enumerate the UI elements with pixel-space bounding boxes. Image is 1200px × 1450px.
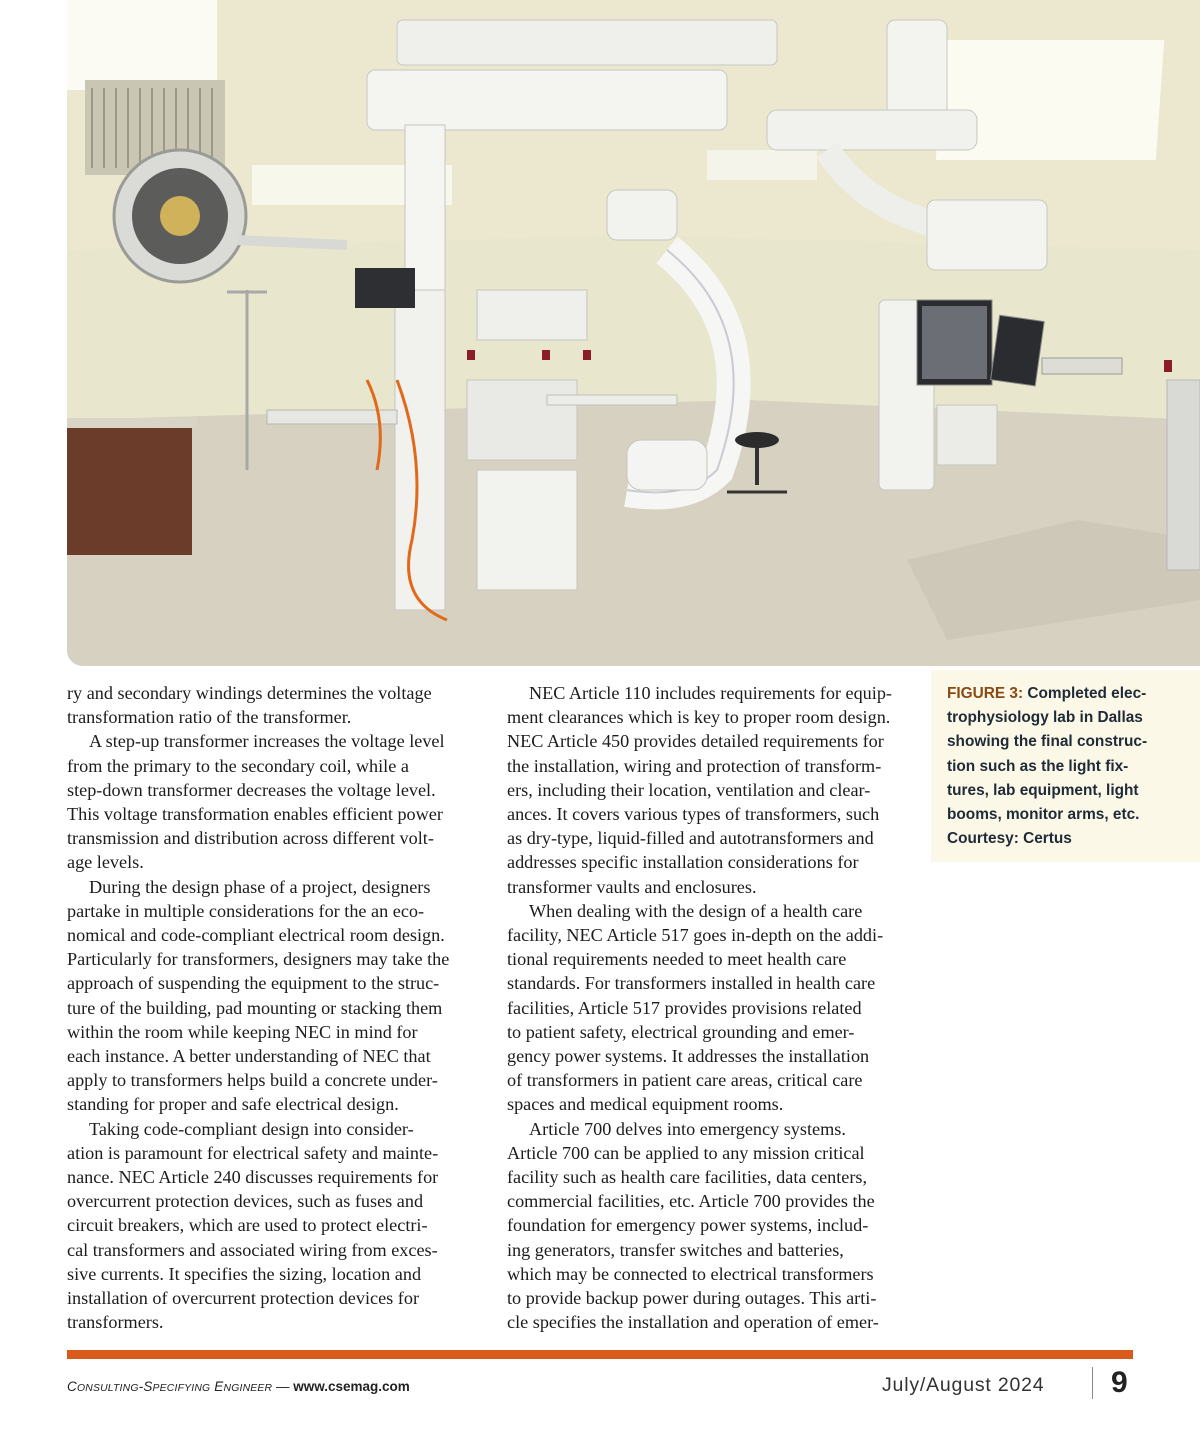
text-line: transformers. — [67, 1312, 164, 1333]
figure-caption — [931, 670, 1200, 862]
text-line: age levels. — [67, 852, 144, 873]
text-line: gency power systems. It addresses the installation — [507, 1046, 870, 1067]
text-line: facility such as health care facilities, data centers, — [507, 1167, 868, 1188]
footer-separator — [1092, 1367, 1093, 1399]
text-line: Article 700 can be applied to any mission critical — [507, 1142, 865, 1163]
text-line: A step-up transformer increases the voltage level — [89, 731, 445, 752]
text-line: cle specifies the installation and operation of emer- — [507, 1312, 879, 1333]
footer-publication — [67, 1379, 410, 1394]
caption-line: trophysiology lab in Dallas — [947, 709, 1143, 727]
text-line: addresses specific installation considerations for — [507, 852, 859, 873]
text-line: of transformers in patient care areas, critical care — [507, 1070, 863, 1091]
pub-part: NGINEER — [223, 1383, 273, 1394]
text-line: ing generators, transfer switches and batteries, — [507, 1239, 844, 1260]
text-line: to patient safety, electrical grounding and emer- — [507, 1021, 855, 1042]
text-line: When dealing with the design of a health care — [529, 900, 863, 921]
caption-line: showing the final construc- — [947, 733, 1148, 751]
text-line: the installation, wiring and protection of transform- — [507, 755, 882, 776]
caption-line: booms, monitor arms, etc. — [947, 806, 1140, 824]
text-line: each instance. A better understanding of NEC that — [67, 1046, 431, 1067]
text-line: Taking code-compliant design into consider- — [89, 1118, 414, 1139]
caption-line: Courtesy: Certus — [947, 830, 1072, 848]
pub-separator: — — [272, 1379, 294, 1394]
footer-rule — [67, 1350, 1133, 1359]
text-line: circuit breakers, which are used to protect electri- — [67, 1215, 428, 1236]
text-line: ers, including their location, ventilation and clear- — [507, 779, 871, 800]
text-line: step-down transformer decreases the voltage level. — [67, 779, 436, 800]
website-link[interactable]: www.csemag.com — [293, 1379, 410, 1394]
caption-line: tion such as the light fix- — [947, 757, 1129, 775]
text-line: within the room while keeping NEC in mind for — [67, 1021, 418, 1042]
text-line: as dry-type, liquid-filled and autotransformers and — [507, 828, 874, 849]
article-column-left — [67, 681, 477, 1334]
text-line: nomical and code-compliant electrical room design. — [67, 925, 445, 946]
text-line: to provide backup power during outages. This arti- — [507, 1288, 877, 1309]
text-line: standards. For transformers installed in health care — [507, 973, 876, 994]
pub-part: ONSULTING — [76, 1383, 139, 1394]
lab-photo-illustration — [67, 0, 1200, 666]
text-line: transformation ratio of the transformer. — [67, 707, 352, 728]
lab-photo — [67, 0, 1200, 666]
text-line: This voltage transformation enables efficient power — [67, 804, 443, 825]
text-line: partake in multiple considerations for the an eco- — [67, 900, 425, 921]
text-line: NEC Article 110 includes requirements for equip- — [529, 683, 892, 703]
pub-part: C — [67, 1379, 77, 1394]
text-line: ture of the building, pad mounting or stacking them — [67, 997, 443, 1018]
text-line: nance. NEC Article 240 discusses requirements for — [67, 1167, 439, 1188]
pub-part: - — [138, 1379, 144, 1394]
text-line: spaces and medical equipment rooms. — [507, 1094, 784, 1115]
caption-line: Completed elec- — [1023, 685, 1147, 702]
article-column-middle — [507, 681, 917, 1334]
text-line: Article 700 delves into emergency systems. — [529, 1118, 846, 1139]
caption-label: FIGURE 3: — [947, 685, 1024, 702]
text-line: commercial facilities, etc. Article 700 provides the — [507, 1191, 875, 1212]
text-line: facility, NEC Article 517 goes in-depth on the addi- — [507, 925, 884, 946]
pub-part: S — [143, 1379, 153, 1394]
page-number: 9 — [1111, 1366, 1128, 1399]
text-line: foundation for emergency power systems, includ- — [507, 1215, 869, 1236]
text-line: During the design phase of a project, designers — [89, 876, 431, 897]
text-line: NEC Article 450 provides detailed requirements for — [507, 731, 884, 752]
text-line: sive currents. It specifies the sizing, location and — [67, 1263, 422, 1284]
pub-part: E — [210, 1379, 224, 1394]
text-line: cal transformers and associated wiring from exces- — [67, 1239, 438, 1260]
text-line: ation is paramount for electrical safety and mainte- — [67, 1142, 439, 1163]
text-line: Particularly for transformers, designers may take the — [67, 949, 450, 970]
text-line: ment clearances which is key to proper room design. — [507, 707, 891, 728]
issue-date: July/August 2024 — [882, 1374, 1045, 1396]
text-line: standing for proper and safe electrical design. — [67, 1094, 399, 1115]
caption-line: tures, lab equipment, light — [947, 781, 1139, 799]
text-line: transmission and distribution across different volt- — [67, 828, 434, 849]
text-line: apply to transformers helps build a concrete under- — [67, 1070, 438, 1091]
text-line: from the primary to the secondary coil, while a — [67, 755, 409, 776]
text-line: transformer vaults and enclosures. — [507, 876, 757, 897]
text-line: ances. It covers various types of transformers, such — [507, 804, 880, 825]
text-line: facilities, Article 517 provides provisions related — [507, 997, 862, 1018]
text-line: tional requirements needed to meet health care — [507, 949, 847, 970]
text-line: ry and secondary windings determines the voltage — [67, 683, 432, 703]
text-line: overcurrent protection devices, such as fuses and — [67, 1191, 424, 1212]
text-line: which may be connected to electrical transformers — [507, 1263, 874, 1284]
publication-name — [67, 1379, 272, 1394]
pub-part: PECIFYING — [152, 1383, 211, 1394]
text-line: installation of overcurrent protection devices for — [67, 1288, 420, 1309]
text-line: approach of suspending the equipment to the struc- — [67, 973, 440, 994]
